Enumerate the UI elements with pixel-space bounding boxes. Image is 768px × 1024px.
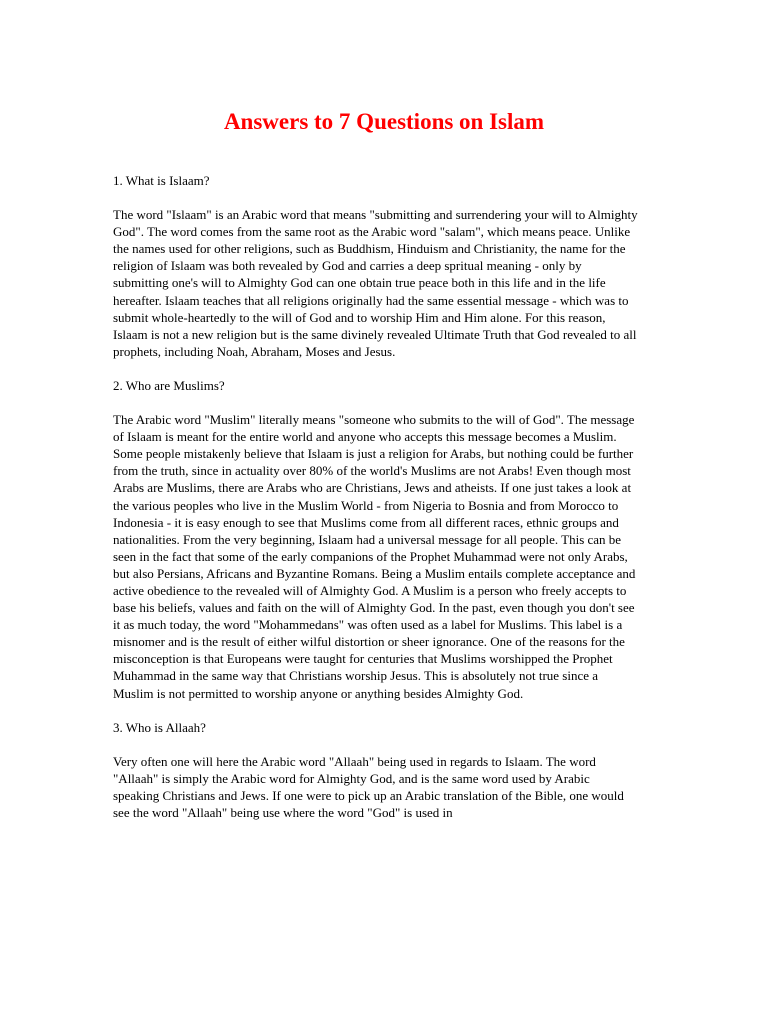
question-heading-1: 1. What is Islaam? xyxy=(113,173,210,188)
document-body xyxy=(113,172,638,838)
question-heading-3: 3. Who is Allaah? xyxy=(113,719,206,735)
answer-paragraph-1: The word "Islaam" is an Arabic word that means "submitting and surrendering your will to Almighty God". The word comes from the same root as the Arabic word "salam", which means peace. Unlike the names used for other religions, such as Buddhism, Hinduism and Christianity, the name for the religion of Islaam was both revealed by God and carries a deep spritual meaning - only by submitting one's will to Almighty God can one obtain true peace both in this life and in the life hereafter. Islaam teaches that all religions originally had the same essential message - which was to submit whole-heartedly to the will of God and to worship Him and Him alone. For this reason, Islaam is not a new religion but is the same divinely revealed Ultimate Truth that God revealed to all prophets, including Noah, Abraham, Moses and Jesus. xyxy=(113,207,638,359)
page-title: Answers to 7 Questions on Islam xyxy=(223,109,545,134)
question-heading-2: 2. Who are Muslims? xyxy=(113,377,225,393)
answer-paragraph-2: The Arabic word "Muslim" literally means "someone who submits to the will of God". The message of Islaam is meant for the entire world and anyone who accepts this message becomes a Muslim. Some people mistakenly believe that Islaam is just a religion for Arabs, but nothing could be further from the truth, since in actuality over 80% of the world's Muslims are not Arabs! Even though most Arabs are Muslims, there are Arabs who are Christians, Jews and atheists. If one just takes a look at the various peoples who live in the Muslim World - from Nigeria to Bosnia and from Morocco to Indonesia - it is easy enough to see that Muslims come from all different races, ethnic groups and nationalities. From the very beginning, Islaam had a universal message for all people. This can be seen in the fact that some of the early companions of the Prophet Muhammad were not only Arabs, but also Persians, Africans and Byzantine Romans. Being a Muslim entails complete acceptance and active obedience to the revealed will of Almighty God. A Muslim is a person who freely accepts to base his beliefs, values and faith on the will of Almighty God. In the past, even though you don't see it as much today, the word "Mohammedans" was often used as a label for Muslims. This label is a misnomer and is the result of either wilful distortion or sheer ignorance. One of the reasons for the misconception is that Europeans were taught for centuries that Muslims worshipped the Prophet Muhammad in the same way that Christians worship Jesus. This is absolutely not true since a Muslim is not permitted to worship anyone or anything besides Almighty God. xyxy=(113,412,636,701)
answer-paragraph-3: Very often one will here the Arabic word "Allaah" being used in regards to Islaam. The word "Allaah" is simply the Arabic word for Almighty God, and is the same word used by Arabic speaking Christians and Jews. If one were to pick up an Arabic translation of the Bible, one would see the word "Allaah" being use where the word "God" is used in xyxy=(113,753,624,820)
